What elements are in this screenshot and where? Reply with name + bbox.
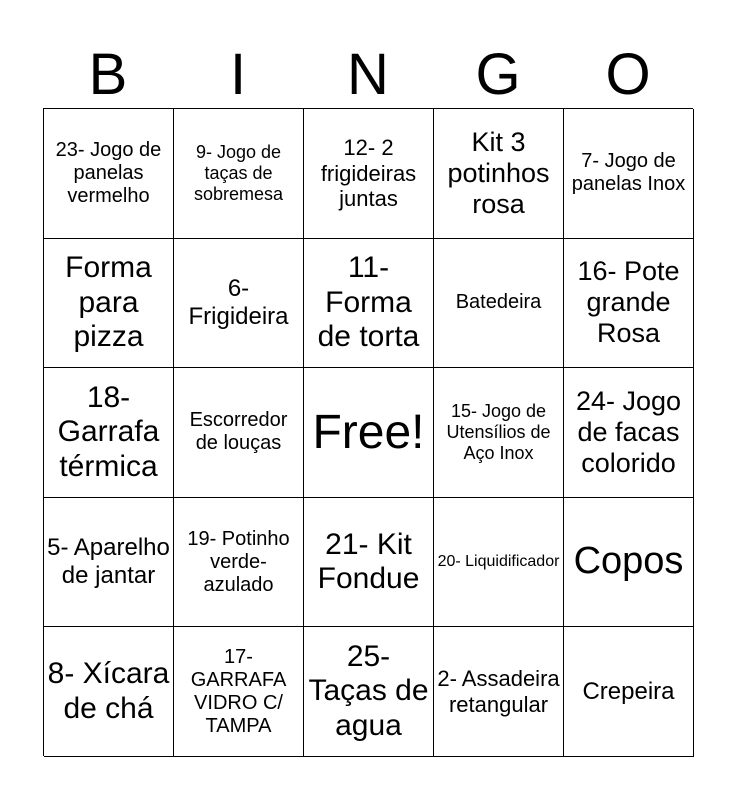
- cell-text: 18- Garrafa térmica: [57, 380, 160, 483]
- bingo-grid: [43, 108, 693, 756]
- cell-text: 25- Taças de agua: [308, 639, 429, 742]
- bingo-header: [43, 40, 693, 110]
- bingo-cell[interactable]: [564, 627, 694, 757]
- bingo-cell[interactable]: [44, 109, 174, 239]
- bingo-cell[interactable]: [174, 239, 304, 369]
- bingo-cell[interactable]: [434, 109, 564, 239]
- bingo-cell[interactable]: [434, 239, 564, 369]
- cell-text: 7- Jogo de panelas Inox: [571, 150, 686, 196]
- bingo-cell[interactable]: [434, 627, 564, 757]
- header-letter-g: G: [475, 42, 521, 107]
- header-letter-o: O: [605, 42, 651, 107]
- cell-text: 24- Jogo de facas colorido: [575, 385, 682, 478]
- cell-text: Escorredor de louças: [189, 409, 288, 455]
- bingo-cell[interactable]: [434, 368, 564, 498]
- bingo-cell[interactable]: [174, 368, 304, 498]
- bingo-cell[interactable]: [44, 498, 174, 628]
- cell-text: 6- Frigideira: [188, 275, 289, 330]
- cell-text: 5- Aparelho de jantar: [47, 534, 170, 590]
- cell-text: 21- Kit Fondue: [317, 527, 420, 596]
- bingo-cell[interactable]: [304, 498, 434, 628]
- bingo-cell[interactable]: [174, 498, 304, 628]
- bingo-cell[interactable]: [304, 627, 434, 757]
- free-space[interactable]: [304, 368, 434, 498]
- bingo-cell[interactable]: [564, 239, 694, 369]
- cell-text: Batedeira: [455, 291, 542, 314]
- bingo-cell[interactable]: [564, 109, 694, 239]
- bingo-cell[interactable]: [304, 239, 434, 369]
- cell-text: Copos: [573, 540, 684, 583]
- bingo-cell[interactable]: [304, 109, 434, 239]
- header-letter-n: N: [347, 42, 389, 107]
- cell-text: 8- Xícara de chá: [47, 657, 170, 725]
- free-text: Free!: [312, 405, 425, 459]
- cell-text: 16- Pote grande Rosa: [577, 256, 680, 349]
- bingo-cell[interactable]: [564, 498, 694, 628]
- cell-text: Crepeira: [582, 677, 675, 705]
- bingo-cell[interactable]: [44, 239, 174, 369]
- cell-text: Kit 3 potinhos rosa: [447, 126, 550, 219]
- cell-text: 2- Assadeira retangular: [437, 666, 560, 717]
- cell-text: 23- Jogo de panelas vermelho: [55, 138, 162, 207]
- cell-text: 11- Forma de torta: [317, 251, 420, 354]
- cell-text: 12- 2 frigideiras juntas: [320, 135, 417, 211]
- bingo-cell[interactable]: [44, 627, 174, 757]
- bingo-cell[interactable]: [564, 368, 694, 498]
- cell-text: Forma para pizza: [65, 251, 152, 354]
- header-letter-b: B: [88, 42, 128, 107]
- cell-text: 19- Potinho verde-azulado: [187, 527, 290, 596]
- cell-text: 9- Jogo de taças de sobremesa: [193, 142, 284, 204]
- cell-text: 20- Liquidificador: [437, 552, 560, 570]
- cell-text: 17- GARRAFA VIDRO C/ TAMPA: [190, 645, 287, 737]
- cell-text: 15- Jogo de Utensílios de Aço Inox: [446, 401, 551, 463]
- bingo-cell[interactable]: [174, 627, 304, 757]
- bingo-cell[interactable]: [44, 368, 174, 498]
- header-letter-i: I: [229, 42, 247, 107]
- bingo-cell[interactable]: [174, 109, 304, 239]
- bingo-cell[interactable]: [434, 498, 564, 628]
